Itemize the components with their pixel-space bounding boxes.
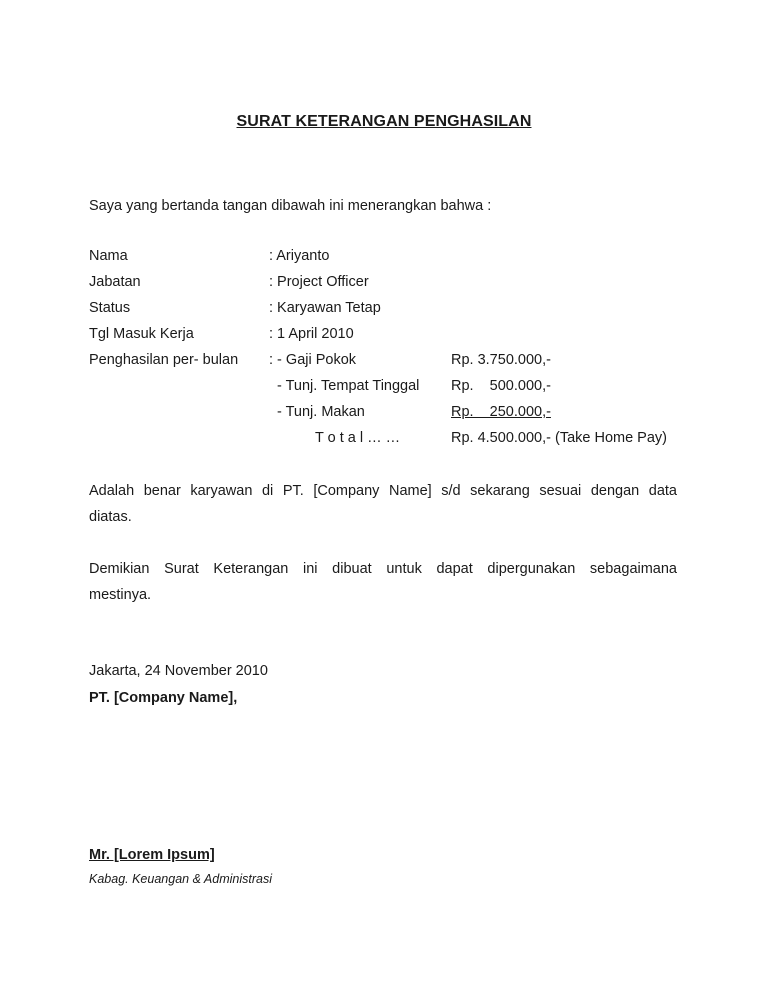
income-item-tunj-makan: - Tunj. Makan [277,404,365,420]
paragraph-confirmation [89,478,677,530]
field-label-status: Status [89,300,131,316]
paragraph-closing [89,556,677,608]
income-total-label: T o t a l … … [315,430,401,446]
income-total-amount: Rp. 4.500.000,- (Take Home Pay) [451,430,667,446]
letter-title: SURAT KETERANGAN PENGHASILAN [236,113,532,130]
paragraph-confirmation-line-1: Adalah benar karyawan di PT. [Company Name] s/d sekarang sesuai dengan data [89,483,677,499]
field-value-status: : Karyawan Tetap [269,300,381,316]
signer-title: Kabag. Keuangan & Administrasi [89,872,272,886]
place-date: Jakarta, 24 November 2010 [89,663,268,679]
field-label-penghasilan: Penghasilan per- bulan [89,352,239,368]
income-amount-tunj-tempat-tinggal: Rp. 500.000,- [451,378,551,394]
paragraph-closing-line-2: mestinya. [89,587,152,603]
income-item-gaji-pokok: : - Gaji Pokok [269,352,357,368]
field-value-tgl-masuk: : 1 April 2010 [269,326,354,342]
intro-text: Saya yang bertanda tangan dibawah ini menerangkan bahwa : [89,198,492,214]
field-label-nama: Nama [89,248,128,264]
field-label-tgl-masuk: Tgl Masuk Kerja [89,326,194,342]
paragraph-confirmation-line-2: diatas. [89,509,132,525]
income-amount-tunj-makan: Rp. 250.000,- [451,404,551,420]
field-value-nama: : Ariyanto [269,248,330,264]
income-amount-gaji-pokok: Rp. 3.750.000,- [451,352,551,368]
signer-name: Mr. [Lorem Ipsum] [89,847,215,863]
field-value-jabatan: : Project Officer [269,274,369,290]
income-item-tunj-tempat-tinggal: - Tunj. Tempat Tinggal [277,378,420,394]
field-label-jabatan: Jabatan [89,274,141,290]
company-name: PT. [Company Name], [89,690,238,706]
paragraph-closing-line-1: Demikian Surat Keterangan ini dibuat untuk dapat dipergunakan sebagaimana [89,561,677,577]
